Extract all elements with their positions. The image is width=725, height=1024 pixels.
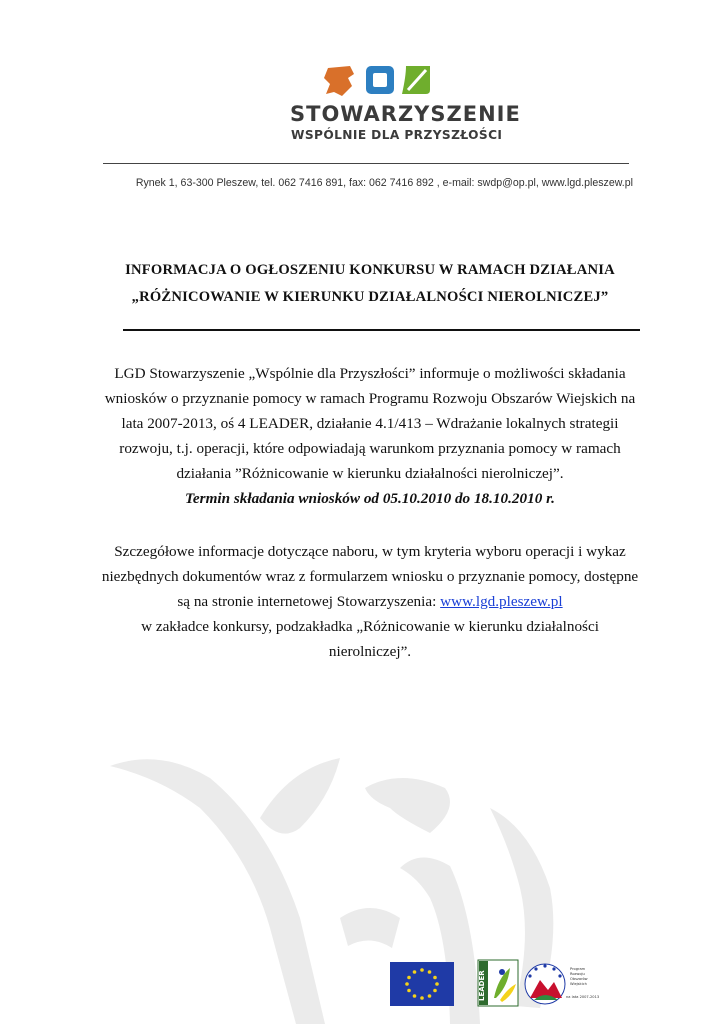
paragraph-2-line-3-text: są na stronie internetowej Stowarzyszenia: bbox=[177, 593, 441, 610]
prow-text-4: Wiejskich bbox=[570, 982, 587, 986]
headline-divider bbox=[123, 329, 640, 331]
contact-address: Rynek 1, 63-300 Pleszew, tel. 062 7416 891, fax: 062 7416 892 , e-mail: swdp@op.pl, www.lgd.pleszew.pl bbox=[135, 177, 633, 189]
prow-logo-icon bbox=[525, 964, 599, 1004]
footer-logos bbox=[390, 958, 605, 1010]
deadline-text: Termin składania wniosków od 05.10.2010 do 18.10.2010 r. bbox=[185, 490, 555, 507]
headline-line-1: INFORMACJA O OGŁOSZENIU KONKURSU W RAMACH DZIAŁANIA bbox=[125, 262, 615, 278]
headline-line-2: „RÓŻNICOWANIE W KIERUNKU DZIAŁALNOŚCI NIEROLNICZEJ” bbox=[131, 289, 609, 305]
square-blue-icon bbox=[366, 66, 394, 94]
website-link[interactable]: www.lgd.pleszew.pl bbox=[440, 593, 563, 610]
paragraph-1-line-2: wniosków o przyznanie pomocy w ramach Programu Rozwoju Obszarów Wiejskich na bbox=[104, 390, 636, 407]
prow-text-5: na lata 2007-2013 bbox=[566, 995, 600, 999]
organization-subtitle: WSPÓLNIE DLA PRZYSZŁOŚCI bbox=[291, 128, 503, 142]
prow-text-3: Obszarów bbox=[570, 977, 588, 981]
paragraph-2-line-2: niezbędnych dokumentów wraz z formularzem wniosku o przyznanie pomocy, dostępne bbox=[101, 568, 639, 585]
organization-logo bbox=[290, 62, 521, 152]
paragraph-3-line-1: w zakładce konkursy, podzakładka „Różnicowanie w kierunku działalności bbox=[141, 618, 599, 635]
paragraph-1-line-4: rozwoju, t.j. operacji, które odpowiadają warunkom przyznania pomocy w ramach bbox=[119, 440, 621, 457]
leaf-green-icon bbox=[402, 66, 430, 94]
paragraph-3-line-2: nierolniczej”. bbox=[328, 643, 412, 660]
leader-logo-icon bbox=[478, 960, 518, 1006]
eu-flag-icon bbox=[390, 962, 454, 1006]
paragraph-1-line-5: działania ”Różnicowanie w kierunku działalności nierolniczej”. bbox=[176, 465, 564, 482]
header-divider bbox=[103, 163, 629, 164]
paragraph-1-line-1: LGD Stowarzyszenie „Wspólnie dla Przyszłości” informuje o możliwości składania bbox=[114, 365, 626, 382]
organization-name: STOWARZYSZENIE bbox=[290, 102, 521, 126]
prow-text-2: Rozwoju bbox=[570, 972, 585, 976]
paragraph-2-line-1: Szczegółowe informacje dotyczące naboru, w tym kryteria wyboru operacji i wykaz bbox=[114, 543, 626, 560]
leaf-orange-icon bbox=[324, 66, 354, 96]
prow-text-1: Program bbox=[570, 967, 586, 971]
paragraph-2-line-3 bbox=[60, 589, 680, 614]
leader-text: LEADER bbox=[478, 970, 486, 1001]
paragraph-1-line-3: lata 2007-2013, oś 4 LEADER, działanie 4.1/413 – Wdrażanie lokalnych strategii bbox=[121, 415, 619, 432]
